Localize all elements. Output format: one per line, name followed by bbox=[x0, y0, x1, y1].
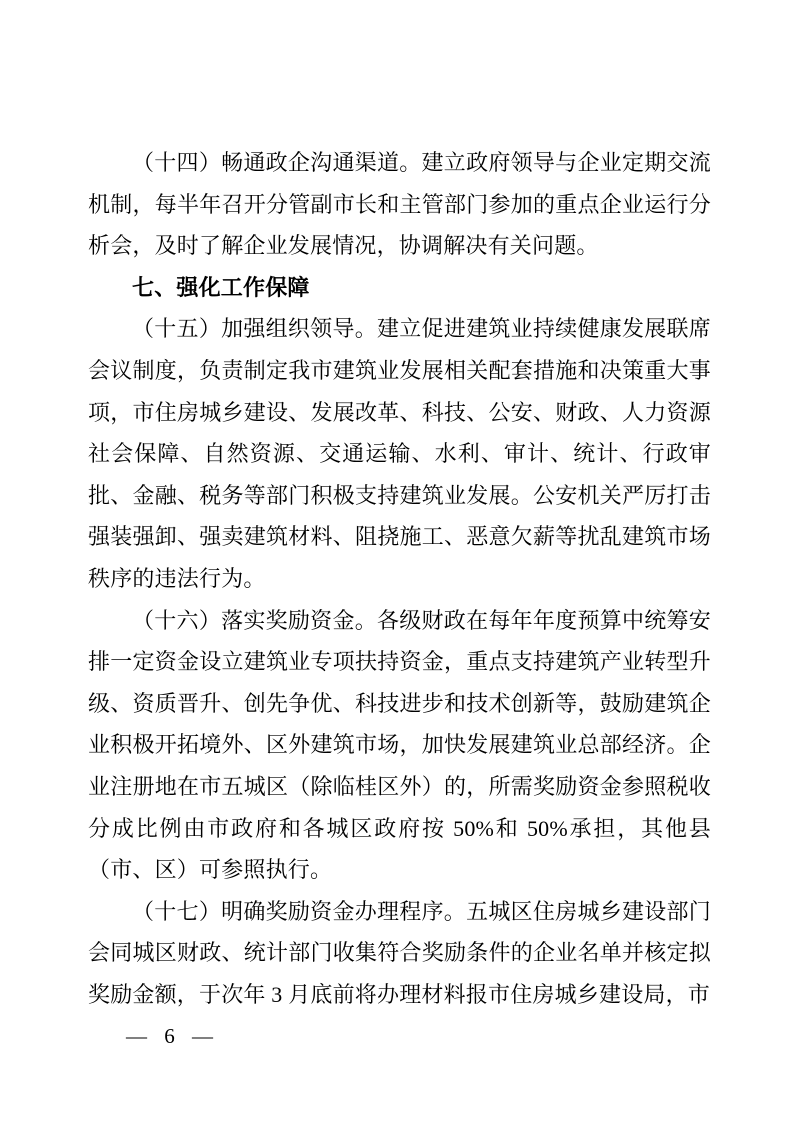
paragraph-item-14: （十四）畅通政企沟通渠道。建立政府领导与企业定期交流机制，每半年召开分管副市长和主管部门参加的重点企业运行分析会，及时了解企业发展情况，协调解决有关问题。 bbox=[88, 150, 711, 259]
paragraph-item-15: （十五）加强组织领导。建立促进建筑业持续健康发展联席会议制度，负责制定我市建筑业发展相关配套措施和决策重大事项，市住房城乡建设、发展改革、科技、公安、财政、人力资源社会保障、自然资源、交通运输、水利、审计、统计、行政审批、金融、税务等部门积极支持建筑业发展。公安机关严厉打击强装强卸、强卖建筑材料、阻挠施工、恶意欠薪等扰乱建筑市场秩序的违法行为。 bbox=[88, 316, 711, 591]
paragraph-item-16: （十六）落实奖励资金。各级财政在每年年度预算中统筹安排一定资金设立建筑业专项扶持资金，重点支持建筑产业转型升级、资质晋升、创先争优、科技进步和技术创新等，鼓励建筑企业积极开拓境外、区外建筑市场，加快发展建筑业总部经济。企业注册地在市五城区（除临桂区外）的，所需奖励资金参照税收分成比例由市政府和各城区政府按 50%和 50%承担，其他县（市、区）可参照执行。 bbox=[88, 607, 711, 883]
document-body bbox=[88, 142, 711, 1015]
paragraph-item-17: （十七）明确奖励资金办理程序。五城区住房城乡建设部门会同城区财政、统计部门收集符合奖励条件的企业名单并核定拟奖励金额，于次年 3 月底前将办理材料报市住房城乡建设局，市 bbox=[88, 898, 711, 1007]
section-heading-7: 七、强化工作保障 bbox=[132, 274, 310, 300]
page-footer: — 6 — bbox=[126, 1024, 213, 1048]
